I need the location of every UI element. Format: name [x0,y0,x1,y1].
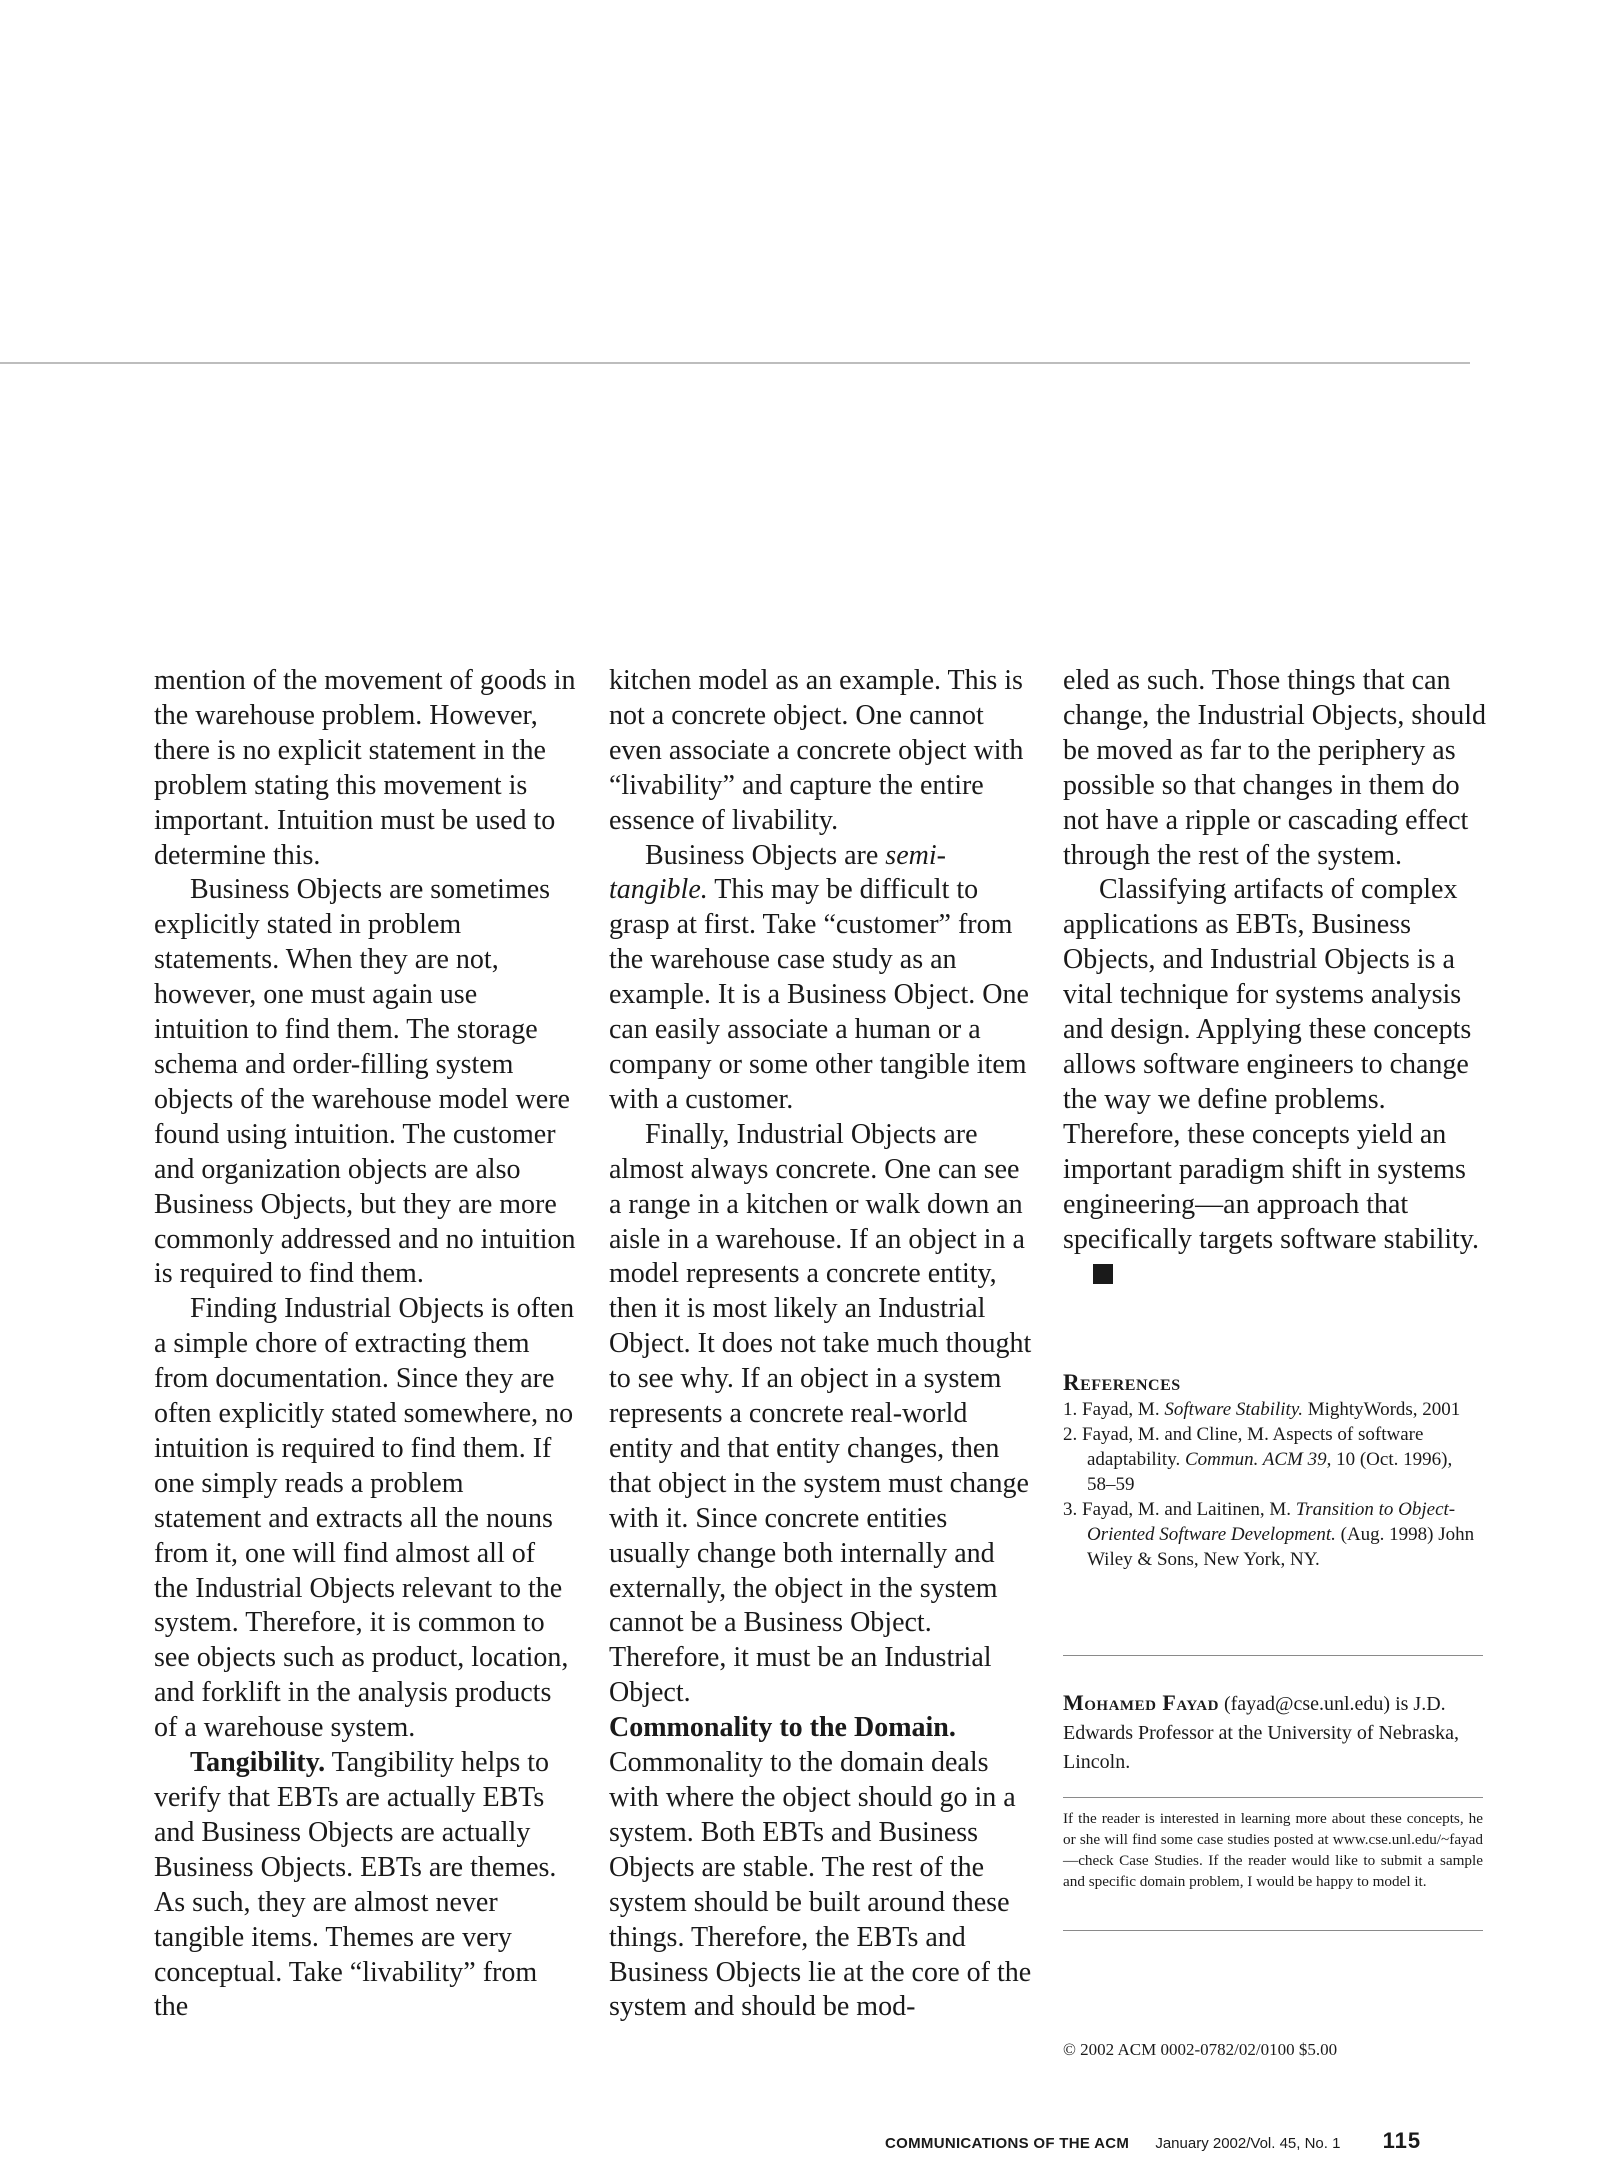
note-bottom-divider [1063,1930,1483,1931]
reference-text: 3. Fayad, M. and Laitinen, M. [1063,1499,1291,1520]
reference-item [1063,1497,1483,1572]
reference-item [1063,1422,1483,1497]
paragraph: Finally, Industrial Objects are almost always concrete. One can see a range in a kitchen or walk down an aisle in a warehouse. If an object in a model represents a concrete entity, then it is most likely an Industrial Object. It does not take much thought to see why. If an object in a system represents a concrete real-world entity and that entity changes, then that object in the system must change with it. Since concrete entities usually change both internally and externally, the object in the system cannot be a Business Object. Therefore, it must be an Industrial Object. [609,1118,1032,1709]
page-number: 115 [1382,2128,1422,2153]
reference-title: Software Stability. [1164,1399,1303,1420]
paragraph-text: Tangibility helps to verify that EBTs are actually EBTs and Business Objects are actually Business Objects. EBTs are themes. As such, they are almost never tangible items. Themes are very conceptual. Take “livability” from the [154,1747,557,2023]
references-list [1063,1397,1483,1572]
paragraph-text: Business Objects are [645,839,879,871]
copyright-line: © 2002 ACM 0002-0782/02/0100 $5.00 [1063,2040,1338,2059]
paragraph: kitchen model as an example. This is not a concrete object. One cannot even associate a concrete object with “livability” and capture the entire essence of livability. [609,665,1024,836]
reference-text: 2. Fayad, M. and Cline, M. Aspects of software adaptability. [1063,1424,1424,1470]
column-1 [154,664,576,2025]
issue-info: January 2002/Vol. 45, No. 1 [1155,2135,1341,2152]
paragraph: mention of the movement of goods in the warehouse problem. However, there is no explicit statement in the problem stating this movement is important. Intuition must be used to determine this. [154,665,576,871]
paragraph-text: Classifying artifacts of complex applications as EBTs, Business Objects, and Industrial Objects is a vital technique for systems analysis and design. Applying these concepts allows software engineers to change the way we define problems. Therefore, these concepts yield an important paradigm shift in systems engineering—an approach that specifically targets software stability. [1063,874,1479,1255]
note-top-divider [1063,1797,1483,1798]
paragraph: eled as such. Those things that can change, the Industrial Objects, should be moved as far to the periphery as possible so that changes in them do not have a ripple or cascading effect through the rest of the system. [1063,665,1487,871]
paragraph [1063,873,1488,1292]
paragraph-text: Commonality to the domain deals with where the object should go in a system. Both EBTs and Business Objects are stable. The rest of the system should be built around these things. Therefore, the EBTs and Business Objects lie at the core of the system and should be mod- [609,1747,1032,2023]
author-name: Mohamed Fayad [1063,1690,1219,1715]
reference-text: , 10 (Oct. 1996), 58–59 [1087,1449,1453,1495]
column-2 [609,664,1034,2025]
reference-text: 1. Fayad, M. [1063,1399,1160,1420]
references-heading: References [1063,1370,1181,1395]
paragraph: Business Objects are sometimes explicitly stated in problem statements. When they are not, however, one must again use intuition to find them. The storage schema and order-filling system objects of the warehouse model were found using intuition. The customer and organization objects are also Business Objects, but they are more commonly addressed and no intuition is required to find them. [154,874,576,1290]
bio-divider [1063,1655,1483,1656]
run-in-heading-tangibility: Tangibility. [190,1747,326,1779]
page-footer [885,2128,1421,2154]
end-of-article-icon: C [1093,1264,1113,1284]
run-in-heading-commonality: Commonality to the Domain. [609,1712,956,1744]
reader-note: If the reader is interested in learning more about these concepts, he or she will find some case studies posted at www.cse.unl.edu/~fayad—check Case Studies. If the reader would like to submit a sample and specific domain problem, I would be happy to model it. [1063,1810,1483,1890]
paragraph: Finding Industrial Objects is often a simple chore of extracting them from documentation. Since they are often explicitly stated somewhere, no intuition is required to find them. If one simply reads a problem statement and extracts all the nouns from it, one will find almost all of the Industrial Objects relevant to the system. Therefore, it is common to see objects such as product, location, and forklift in the analysis products of a warehouse system. [154,1293,575,1744]
journal-name: COMMUNICATIONS OF THE ACM [885,2135,1130,2152]
paragraph [609,1711,1034,2025]
top-divider [0,362,1470,364]
reference-text: (Aug. 1998) John Wiley & Sons, New York, NY. [1087,1524,1475,1570]
reference-text: MightyWords, 2001 [1307,1399,1461,1420]
paragraph [609,839,1034,1118]
column-3 [1063,664,1488,1292]
paragraph [154,1746,576,2025]
reference-title: Commun. ACM 39 [1184,1449,1327,1470]
paragraph-text: This may be difficult to grasp at first. Take “customer” from the warehouse case study as an example. It is a Business Object. One can easily associate a human or a company or some other tangible item with a customer. [609,874,1029,1115]
emphasis-text: semi-tangible. [609,839,946,906]
author-bio-text: (fayad@cse.unl.edu) is J.D. Edwards Professor at the University of Nebraska, Lincoln. [1063,1693,1460,1773]
reference-item [1063,1397,1483,1422]
reference-title: Transition to Object-Oriented Software Development. [1087,1499,1456,1545]
author-bio [1063,1688,1483,1777]
